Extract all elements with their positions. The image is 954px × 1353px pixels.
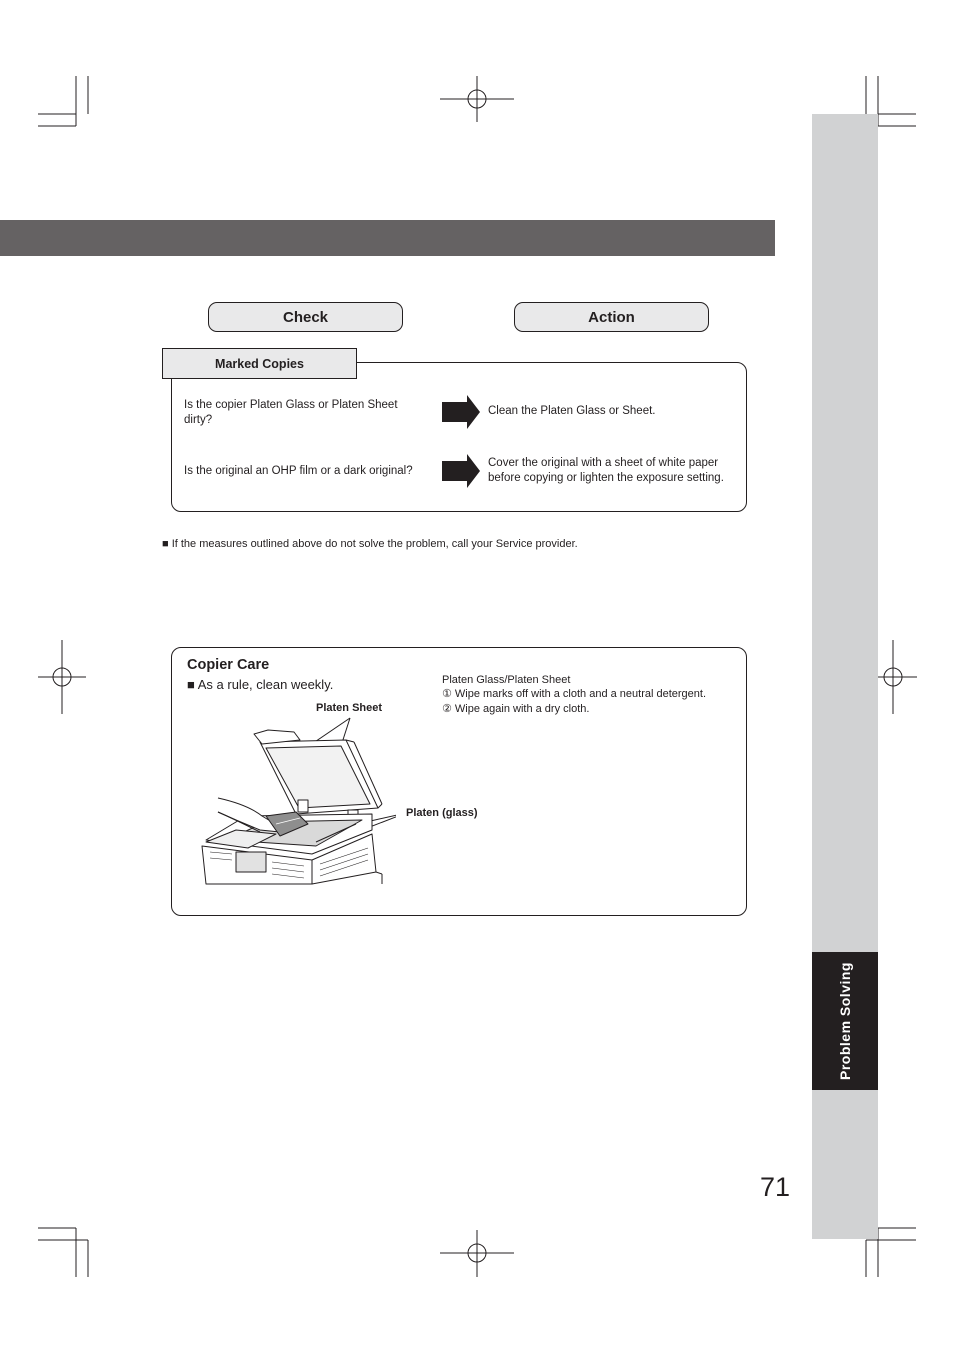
side-tab-label xyxy=(812,952,878,1090)
header-bar xyxy=(0,220,775,256)
action-text-1: Clean the Platen Glass or Sheet. xyxy=(488,405,656,417)
instructions-title: Platen Glass/Platen Sheet xyxy=(442,674,571,686)
page-number: 71 xyxy=(760,1172,791,1202)
platen-glass-label: Platen (glass) xyxy=(406,807,478,819)
copier-cleaning-illustration xyxy=(196,712,396,887)
check-text-1: Is the copier Platen Glass or Platen Sheet dirty? xyxy=(184,399,398,426)
service-note: ■ If the measures outlined above do not solve the problem, call your Service provider. xyxy=(162,538,578,550)
side-tab-text: Problem Solving xyxy=(837,962,853,1080)
action-heading: Action xyxy=(514,302,709,332)
instruction-step-1: ① Wipe marks off with a cloth and a neutral detergent. xyxy=(442,688,707,700)
arrow-right-icon xyxy=(441,453,481,489)
marked-copies-title: Marked Copies xyxy=(162,348,357,379)
clean-weekly-rule: ■ As a rule, clean weekly. xyxy=(187,677,334,692)
check-text-2: Is the original an OHP film or a dark original? xyxy=(184,465,413,477)
copier-care-title: Copier Care xyxy=(187,657,270,673)
action-text-2: Cover the original with a sheet of white paper before copying or lighten the exposure setting. xyxy=(488,457,724,484)
marked-copies-box xyxy=(171,362,747,512)
platen-sheet-label: Platen Sheet xyxy=(316,702,383,714)
arrow-right-icon xyxy=(441,394,481,430)
instruction-step-2: ② Wipe again with a dry cloth. xyxy=(442,703,590,715)
check-heading: Check xyxy=(208,302,403,332)
